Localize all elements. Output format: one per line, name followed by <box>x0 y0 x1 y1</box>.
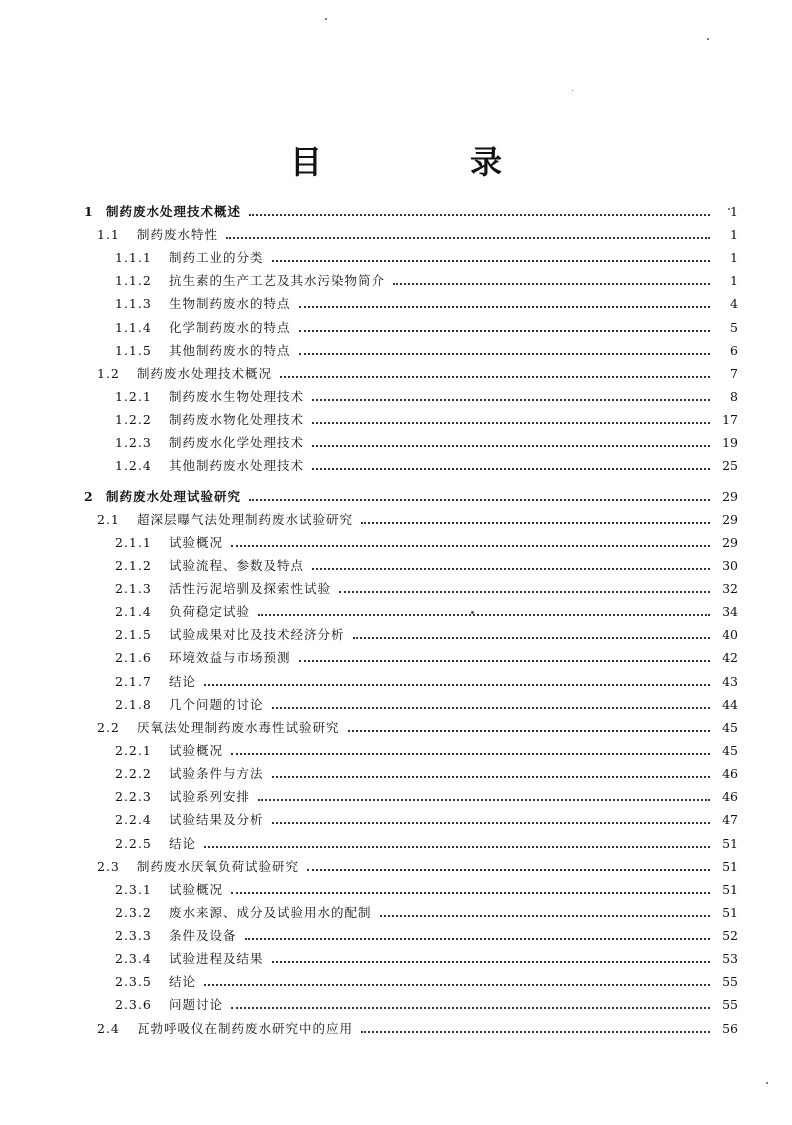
toc-dot-leader <box>353 636 710 639</box>
toc-entry-page-number: 4 <box>730 296 738 311</box>
toc-entry-title: 试验概况 <box>169 743 224 758</box>
toc-dot-leader <box>280 375 710 378</box>
toc-dot-leader <box>245 937 710 940</box>
toc-entry-number: 2.1.1 <box>115 535 152 550</box>
toc-entry-number: 2.2.4 <box>115 812 152 827</box>
toc-dot-leader <box>299 305 710 308</box>
toc-dot-leader <box>226 236 710 239</box>
toc-entry-title: 活性污泥培驯及探索性试验 <box>169 581 332 596</box>
toc-entry[interactable] <box>0 970 792 993</box>
scan-speck <box>471 611 474 614</box>
toc-entry-number: 2.4 <box>97 1021 120 1036</box>
toc-dot-leader <box>204 683 710 686</box>
toc-entry[interactable] <box>0 577 792 600</box>
toc-entry-title: 试验概况 <box>169 535 224 550</box>
toc-entry-title: 制药工业的分类 <box>169 250 264 265</box>
toc-entry[interactable] <box>0 531 792 554</box>
toc-dot-leader <box>231 891 710 894</box>
toc-dot-leader <box>272 960 710 963</box>
toc-entry-number: 2.3.5 <box>115 974 152 989</box>
toc-entry-title: 制药废水物化处理技术 <box>169 412 305 427</box>
toc-dot-leader <box>348 729 710 732</box>
toc-dot-leader <box>361 521 710 524</box>
toc-entry-number: 2.1.8 <box>115 697 152 712</box>
toc-entry-page-number: 53 <box>722 951 738 966</box>
toc-entry-page-number: 25 <box>722 458 738 473</box>
toc-entry-page-number: 29 <box>722 489 738 504</box>
toc-entry-page-number: 42 <box>722 650 738 665</box>
toc-entry-page-number: 17 <box>722 412 738 427</box>
toc-entry[interactable] <box>0 431 792 454</box>
toc-entry-page-number: 43 <box>722 674 738 689</box>
toc-entry[interactable] <box>0 200 792 223</box>
toc-entry-title: 试验条件与方法 <box>169 766 264 781</box>
toc-entry[interactable] <box>0 385 792 408</box>
toc-entry-number: 1.2.4 <box>115 458 152 473</box>
toc-entry-number: 1 <box>84 204 94 219</box>
toc-entry-page-number: 1 <box>730 250 738 265</box>
toc-entry-number: 2.2.3 <box>115 789 152 804</box>
toc-entry-title: 其他制药废水处理技术 <box>169 458 305 473</box>
toc-entry-number: 2.1 <box>97 512 120 527</box>
toc-entry-number: 1.2 <box>97 366 120 381</box>
toc-entry-page-number: 1 <box>730 227 738 242</box>
toc-entry-number: 2 <box>84 489 94 504</box>
toc-dot-leader <box>204 983 710 986</box>
toc-dot-leader <box>299 329 710 332</box>
toc-entry[interactable] <box>0 716 792 739</box>
toc-entry-page-number: 1 <box>730 204 738 219</box>
toc-dot-leader <box>258 613 710 616</box>
toc-dot-leader <box>272 775 710 778</box>
toc-entry[interactable] <box>0 878 792 901</box>
toc-entry-title: 结论 <box>169 836 197 851</box>
toc-entry-page-number: 19 <box>722 435 738 450</box>
toc-entry[interactable] <box>0 646 792 669</box>
toc-entry[interactable] <box>0 832 792 855</box>
toc-entry-number: 1.1 <box>97 227 120 242</box>
toc-entry-title: 制药废水处理技术概述 <box>106 204 242 219</box>
toc-dot-leader <box>231 752 710 755</box>
toc-entry-title: 超深层曝气法处理制药废水试验研究 <box>137 512 354 527</box>
toc-entry-number: 1.1.5 <box>115 343 152 358</box>
toc-entry-title: 制药废水处理试验研究 <box>106 489 242 504</box>
toc-entry-page-number: 32 <box>722 581 738 596</box>
toc-dot-leader <box>272 821 710 824</box>
toc-dot-leader <box>312 421 710 424</box>
toc-entry-page-number: 34 <box>722 604 738 619</box>
toc-entry-page-number: 51 <box>722 859 738 874</box>
toc-entry-number: 1.1.4 <box>115 320 152 335</box>
toc-entry[interactable] <box>0 693 792 716</box>
toc-entry-number: 1.1.3 <box>115 296 152 311</box>
toc-entry-title: 试验成果对比及技术经济分析 <box>169 627 345 642</box>
toc-entry-number: 2.1.4 <box>115 604 152 619</box>
toc-dot-leader <box>380 914 710 917</box>
toc-entry-number: 1.1.1 <box>115 250 152 265</box>
toc-entry-number: 2.1.6 <box>115 650 152 665</box>
toc-entry[interactable] <box>0 454 792 477</box>
toc-entry[interactable] <box>0 485 792 508</box>
toc-entry[interactable] <box>0 246 792 269</box>
toc-entry-title: 负荷稳定试验 <box>169 604 251 619</box>
toc-entry-number: 2.1.2 <box>115 558 152 573</box>
toc-entry[interactable] <box>0 993 792 1016</box>
toc-entry-title: 环境效益与市场预测 <box>169 650 291 665</box>
toc-dot-leader <box>231 544 710 547</box>
toc-entry-title: 其他制药废水的特点 <box>169 343 291 358</box>
toc-entry-title: 结论 <box>169 974 197 989</box>
toc-entry-number: 2.3.6 <box>115 997 152 1012</box>
scan-speck <box>728 208 730 210</box>
page-title: 目 录 <box>289 143 560 181</box>
toc-dot-leader <box>299 659 710 662</box>
scan-speck <box>707 38 709 40</box>
toc-entry[interactable] <box>0 508 792 531</box>
toc-entry-title: 试验流程、参数及特点 <box>169 558 305 573</box>
toc-entry[interactable] <box>0 739 792 762</box>
toc-entry-page-number: 44 <box>722 697 738 712</box>
toc-entry-page-number: 6 <box>730 343 738 358</box>
toc-dot-leader <box>299 352 710 355</box>
toc-entry-page-number: 46 <box>722 789 738 804</box>
toc-dot-leader <box>272 706 710 709</box>
toc-entry[interactable] <box>0 901 792 924</box>
toc-entry[interactable] <box>0 223 792 246</box>
toc-dot-leader <box>249 213 710 216</box>
toc-dot-leader <box>231 1006 710 1009</box>
toc-entry-title: 条件及设备 <box>169 928 237 943</box>
toc-entry[interactable] <box>0 269 792 292</box>
toc-entry-page-number: 40 <box>722 627 738 642</box>
toc-entry-page-number: 29 <box>722 535 738 550</box>
toc-entry-number: 2.3.1 <box>115 882 152 897</box>
toc-entry-page-number: 45 <box>722 743 738 758</box>
toc-entry[interactable] <box>0 808 792 831</box>
toc-entry[interactable] <box>0 623 792 646</box>
toc-entry-number: 2.2.1 <box>115 743 152 758</box>
toc-entry-title: 制药废水厌氧负荷试验研究 <box>137 859 300 874</box>
toc-entry-page-number: 51 <box>722 905 738 920</box>
toc-entry-title: 制药废水特性 <box>137 227 219 242</box>
toc-entry-page-number: 47 <box>722 812 738 827</box>
toc-dot-leader <box>312 444 710 447</box>
toc-entry-number: 2.1.3 <box>115 581 152 596</box>
toc-entry[interactable] <box>0 292 792 315</box>
toc-entry[interactable] <box>0 855 792 878</box>
toc-entry-title: 结论 <box>169 674 197 689</box>
toc-entry[interactable] <box>0 670 792 693</box>
toc-entry-title: 抗生素的生产工艺及其水污染物简介 <box>169 273 386 288</box>
toc-entry-number: 2.3.4 <box>115 951 152 966</box>
toc-entry-title: 生物制药废水的特点 <box>169 296 291 311</box>
toc-entry-title: 试验进程及结果 <box>169 951 264 966</box>
toc-dot-leader <box>272 259 710 262</box>
toc-entry-number: 2.2.5 <box>115 836 152 851</box>
toc-dot-leader <box>249 498 710 501</box>
toc-entry[interactable] <box>0 362 792 385</box>
scan-speck <box>572 90 573 91</box>
toc-entry-page-number: 55 <box>722 997 738 1012</box>
toc-entry-page-number: 5 <box>730 320 738 335</box>
toc-entry[interactable] <box>0 924 792 947</box>
toc-entry[interactable] <box>0 947 792 970</box>
toc-entry-page-number: 29 <box>722 512 738 527</box>
toc-dot-leader <box>339 590 710 593</box>
toc-entry-page-number: 51 <box>722 882 738 897</box>
toc-entry-number: 2.2.2 <box>115 766 152 781</box>
toc-entry-page-number: 52 <box>722 928 738 943</box>
toc-entry-page-number: 56 <box>722 1021 738 1036</box>
toc-entry-title: 化学制药废水的特点 <box>169 320 291 335</box>
toc-entry-page-number: 46 <box>722 766 738 781</box>
toc-entry[interactable] <box>0 785 792 808</box>
toc-entry-number: 2.3 <box>97 859 120 874</box>
toc-entry-title: 瓦勃呼吸仪在制药废水研究中的应用 <box>137 1021 354 1036</box>
toc-dot-leader <box>312 467 710 470</box>
scan-speck <box>325 18 327 20</box>
toc-entry-number: 2.1.7 <box>115 674 152 689</box>
toc-dot-leader <box>204 845 710 848</box>
toc-entry-page-number: 51 <box>722 836 738 851</box>
toc-entry-title: 试验结果及分析 <box>169 812 264 827</box>
toc-entry[interactable] <box>0 339 792 362</box>
toc-entry-title: 试验概况 <box>169 882 224 897</box>
toc-entry-number: 1.2.3 <box>115 435 152 450</box>
toc-dot-leader <box>361 1030 710 1033</box>
toc-entry-title: 厌氧法处理制药废水毒性试验研究 <box>137 720 340 735</box>
toc-entry-title: 制药废水化学处理技术 <box>169 435 305 450</box>
toc-entry-title: 废水来源、成分及试验用水的配制 <box>169 905 372 920</box>
toc-entry-number: 1.1.2 <box>115 273 152 288</box>
toc-entry-number: 2.1.5 <box>115 627 152 642</box>
toc-entry[interactable] <box>0 600 792 623</box>
toc-entry-page-number: 8 <box>730 389 738 404</box>
toc-entry-title: 制药废水生物处理技术 <box>169 389 305 404</box>
toc-entry[interactable] <box>0 762 792 785</box>
toc-entry[interactable] <box>0 1017 792 1040</box>
toc-dot-leader <box>393 282 710 285</box>
toc-entry-number: 1.2.2 <box>115 412 152 427</box>
toc-entry-page-number: 55 <box>722 974 738 989</box>
toc-entry[interactable] <box>0 408 792 431</box>
toc-entry[interactable] <box>0 316 792 339</box>
toc-entry[interactable] <box>0 554 792 577</box>
toc-entry-number: 1.2.1 <box>115 389 152 404</box>
toc-entry-title: 制药废水处理技术概况 <box>137 366 273 381</box>
toc-entry-title: 几个问题的讨论 <box>169 697 264 712</box>
toc-entry-page-number: 7 <box>730 366 738 381</box>
scan-speck <box>766 1082 768 1084</box>
toc-entry-number: 2.3.3 <box>115 928 152 943</box>
toc-entry-number: 2.3.2 <box>115 905 152 920</box>
toc-entry-page-number: 30 <box>722 558 738 573</box>
toc-entry-number: 2.2 <box>97 720 120 735</box>
toc-dot-leader <box>258 798 710 801</box>
toc-entry-page-number: 45 <box>722 720 738 735</box>
toc-entry-title: 试验系列安排 <box>169 789 251 804</box>
toc-entry-page-number: 1 <box>730 273 738 288</box>
toc-entry-title: 问题讨论 <box>169 997 224 1012</box>
toc-dot-leader <box>312 567 710 570</box>
toc-dot-leader <box>312 398 710 401</box>
toc-dot-leader <box>307 868 710 871</box>
